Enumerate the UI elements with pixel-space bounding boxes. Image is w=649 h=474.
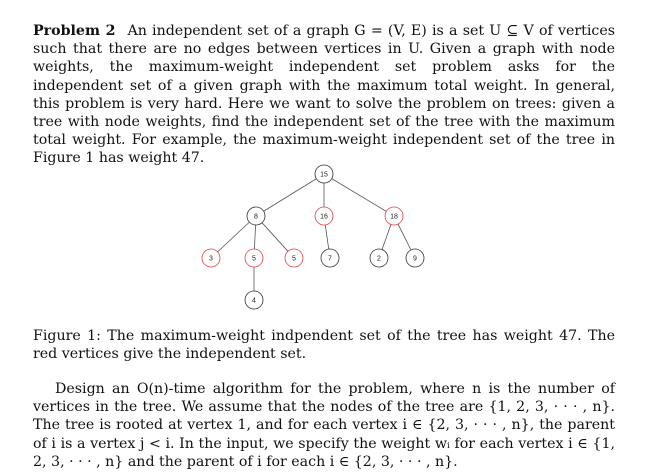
tree-edge xyxy=(398,224,411,250)
tree-edge xyxy=(262,223,288,252)
design-paragraph: Design an O(n)-time algorithm for the problem, where n is the number of vertices in the tree. We assume that the nodes of the tree are {1, 2, 3, · · · , n}. The tree is rooted at vertex 1, and for each vertex i ∈ {2, 3, · · · , n}, the parent of i is a vertex j < i. In the input, we specify the weight wᵢ for each vertex i ∈ {1, 2, 3, · · · , n} and the parent of i for each i ∈ {2, 3, · · · , n}. xyxy=(33,381,615,470)
tree-node-label: 15 xyxy=(320,171,328,179)
problem-label: Problem 2 xyxy=(33,23,116,39)
tree-edge xyxy=(332,179,387,212)
tree-figure xyxy=(0,150,649,315)
tree-node-label: 9 xyxy=(413,255,417,263)
problem-paragraph xyxy=(33,22,615,168)
tree-node xyxy=(406,249,424,267)
tree-node-label: 5 xyxy=(252,255,256,263)
tree-node xyxy=(315,165,333,183)
tree-nodes xyxy=(202,165,424,309)
tree-node xyxy=(245,249,263,267)
tree-node-label: 18 xyxy=(390,213,398,221)
tree-node xyxy=(247,207,265,225)
tree-edge xyxy=(264,179,317,212)
tree-node-label: 16 xyxy=(320,213,328,221)
tree-edge xyxy=(325,225,328,249)
tree-edge xyxy=(218,222,250,252)
tree-node-label: 8 xyxy=(254,213,258,221)
tree-node-label: 3 xyxy=(209,255,213,263)
tree-edges xyxy=(218,179,411,291)
tree-node-label: 5 xyxy=(292,255,296,263)
tree-node xyxy=(370,249,388,267)
tree-node xyxy=(385,207,403,225)
tree-node xyxy=(202,249,220,267)
tree-node-label: 4 xyxy=(252,297,256,305)
tree-node xyxy=(245,291,263,309)
tree-node xyxy=(315,207,333,225)
tree-edge xyxy=(254,225,255,249)
figure-caption: Figure 1: The maximum-weight indpendent set of the tree has weight 47. The red vertices give the independent set. xyxy=(33,328,615,363)
tree-node-label: 2 xyxy=(377,255,381,263)
problem-text: An independent set of a graph G = (V, E) is a set U ⊆ V of vertices such that there are no edges between vertices in U. Given a graph with node weights, the maximum-weight independent set problem asks for the independent set of a given graph with the maximum total weight. In general, this problem is very hard. Here we want to solve the problem on trees: given a tree with node weights, find the independent set of the tree with the maximum total weight. For example, the maximum-weight independent set of the tree in Figure 1 has weight 47. xyxy=(33,23,616,167)
tree-node-label: 7 xyxy=(328,255,332,263)
tree-node xyxy=(321,249,339,267)
tree-node xyxy=(285,249,303,267)
tree-edge xyxy=(382,224,391,249)
